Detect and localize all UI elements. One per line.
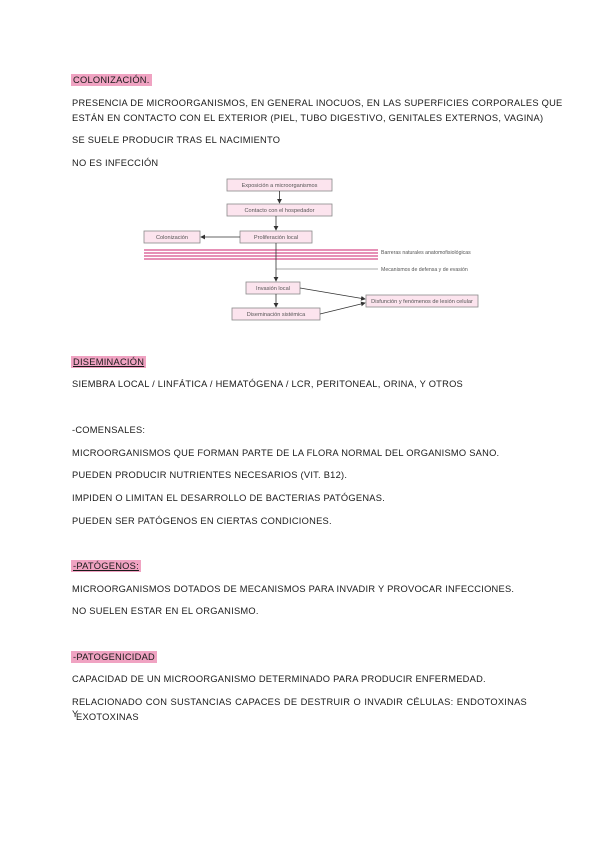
patogenicidad-text-1: CAPACIDAD DE UN MICROORGANISMO DETERMINADO PARA PRODUCIR ENFERMEDAD. (72, 674, 486, 684)
colonizacion-text-4: NO ES INFECCIÓN (72, 158, 159, 168)
box-invasion (246, 282, 300, 294)
svg-text:Disfunción y fenómenos de lesi: Disfunción y fenómenos de lesión celular (371, 299, 473, 305)
box-diseminacion (232, 308, 320, 320)
mecanismos-label: Mecanismos de defensa y de evasión (381, 267, 468, 273)
colonizacion-text-1: PRESENCIA DE MICROORGANISMOS, EN GENERAL INOCUOS, EN LAS SUPERFICIES CORPORALES QUE (72, 98, 563, 108)
box-proliferacion (240, 231, 312, 243)
patogenicidad-heading: -PATOGENICIDAD (73, 652, 156, 662)
comensales-text-4: PUEDEN SER PATÓGENOS EN CIERTAS CONDICIONES. (72, 516, 332, 526)
box-disfuncion (366, 295, 478, 307)
comensales-text-1: MICROORGANISMOS QUE FORMAN PARTE DE LA FLORA NORMAL DEL ORGANISMO SANO. (72, 448, 500, 458)
svg-text:Proliferación local: Proliferación local (253, 235, 299, 241)
patogenicidad-text-3: EXOTOXINAS (76, 712, 139, 722)
colonizacion-text-2: ESTÁN EN CONTACTO CON EL EXTERIOR (PIEL, TUBO DIGESTIVO, GENITALES EXTERNOS, VAGINA) (72, 113, 544, 123)
box-contacto (227, 204, 332, 216)
colonizacion-heading: COLONIZACIÓN. (73, 75, 150, 85)
pathogenesis-flow-diagram (140, 174, 520, 330)
patogenos-text-1: MICROORGANISMOS DOTADOS DE MECANISMOS PARA INVADIR Y PROVOCAR INFECCIONES. (72, 584, 515, 594)
comensales-heading: -COMENSALES: (72, 425, 146, 435)
svg-text:Invasión local: Invasión local (256, 286, 290, 292)
svg-text:Diseminación sistémica: Diseminación sistémica (246, 312, 306, 318)
svg-text:Contacto con el hospedador: Contacto con el hospedador (244, 208, 315, 214)
svg-text:Colonización: Colonización (155, 235, 189, 241)
comensales-text-3: IMPIDEN O LIMITAN EL DESARROLLO DE BACTERIAS PATÓGENAS. (72, 493, 386, 503)
svg-text:Exposición a microorganismos: Exposición a microorganismos (241, 183, 318, 189)
comensales-text-2: PUEDEN PRODUCIR NUTRIENTES NECESARIOS (VIT. B12). (72, 470, 348, 480)
box-colonizacion (144, 231, 200, 243)
colonizacion-text-3: SE SUELE PRODUCIR TRAS EL NACIMIENTO (72, 135, 281, 145)
box-exposicion (227, 179, 332, 191)
patogenicidad-text-2: RELACIONADO CON SUSTANCIAS CAPACES DE DESTRUIR O INVADIR CÉLULAS: ENDOTOXINAS Y (72, 697, 527, 719)
diseminacion-text-1: SIEMBRA LOCAL / LINFÁTICA / HEMATÓGENA / LCR, PERITONEAL, ORINA, Y OTROS (72, 379, 464, 389)
patogenos-text-2: NO SUELEN ESTAR EN EL ORGANISMO. (72, 606, 259, 616)
patogenos-heading: -PATÓGENOS: (73, 561, 139, 571)
diseminacion-heading: DISEMINACIÓN (73, 357, 145, 367)
barreras-label: Barreras naturales anatomofisiológicas (381, 250, 471, 256)
barrier-band (144, 250, 378, 259)
